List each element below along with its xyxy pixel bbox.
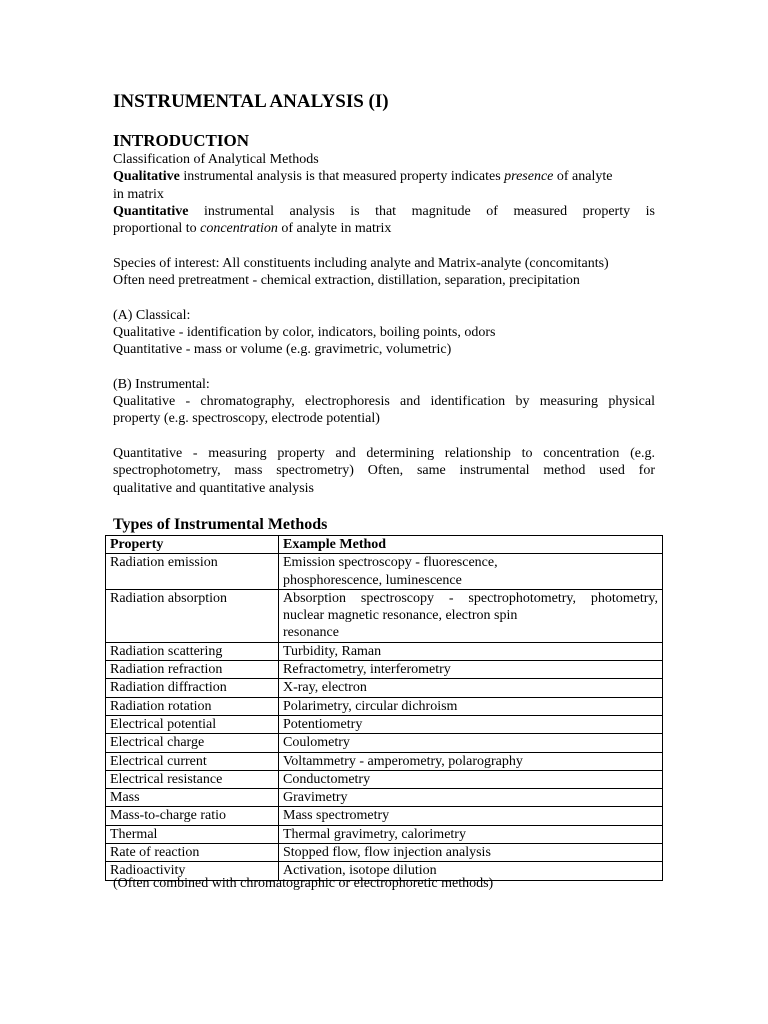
quantitative-definition-cont [113,220,655,237]
document-title: INSTRUMENTAL ANALYSIS (I) [113,91,389,112]
table-row [106,554,663,590]
property-cell: Radiation diffraction [106,679,279,697]
method-cell [279,789,663,807]
method-cell [279,825,663,843]
method-line: nuclear magnetic resonance, electron spin [283,608,518,624]
concentration-emphasis: concentration [200,221,278,237]
presence-emphasis: presence [504,169,554,185]
method-line: Conductometry [283,771,371,787]
method-line: Potentiometry [283,716,363,732]
property-cell: Thermal [106,825,279,843]
property-cell: Radiation refraction [106,661,279,679]
table-row [106,752,663,770]
method-cell [279,642,663,660]
table-row [106,697,663,715]
property-cell: Mass-to-charge ratio [106,807,279,825]
method-line: Thermal gravimetry, calorimetry [283,826,466,842]
property-cell: Radiation rotation [106,697,279,715]
table-row [106,642,663,660]
instrumental-quantitative: Quantitative - measuring property and determining relationship to concentration (e.g. [113,446,655,462]
method-line: Voltammetry - amperometry, polarography [283,753,523,769]
qualitative-text: instrumental analysis is that measured property indicates [179,169,505,185]
table-header-row [106,536,663,554]
property-cell: Electrical current [106,752,279,770]
table-row [106,661,663,679]
property-cell: Mass [106,789,279,807]
property-cell: Electrical potential [106,715,279,733]
quantitative-label: Quantitative [113,203,189,219]
methods-table-body [106,554,663,880]
table-row [106,770,663,788]
instrumental-quantitative-end: qualitative and quantitative analysis [113,480,314,496]
method-cell [279,697,663,715]
property-cell: Electrical resistance [106,770,279,788]
property-cell: Rate of reaction [106,844,279,862]
species-line: Species of interest: All constituents including analyte and Matrix-analyte (concomitants) [113,255,609,271]
pretreatment-line: Often need pretreatment - chemical extraction, distillation, separation, precipitation [113,273,580,289]
method-line: resonance [283,625,339,641]
property-cell: Radiation scattering [106,642,279,660]
classification-line: Classification of Analytical Methods [113,152,319,167]
table-row [106,715,663,733]
table-row [106,844,663,862]
method-line: Activation, isotope dilution [283,863,437,879]
method-cell [279,844,663,862]
introduction-body [113,151,655,497]
quantitative-text-3: of analyte in matrix [277,221,392,237]
method-line: X-ray, electron [283,680,367,696]
method-cell [279,661,663,679]
method-cell [279,679,663,697]
property-cell: Radiation emission [106,554,279,590]
methods-table [105,535,663,881]
method-line: Emission spectroscopy - fluorescence, [283,555,498,571]
classical-quantitative: Quantitative - mass or volume (e.g. gravimetric, volumetric) [113,342,452,358]
instrumental-quantitative-cont: spectrophotometry, mass spectrometry) Often, same instrumental method used for [113,463,655,479]
qualitative-label: Qualitative [113,169,180,185]
method-line: Refractometry, interferometry [283,662,451,678]
method-line: Absorption spectroscopy - spectrophotometry, photometry, [283,590,658,606]
property-cell: Radiation absorption [106,589,279,642]
column-header-method: Example Method [279,536,663,554]
quantitative-text-2: proportional to [113,221,201,237]
table-footnote: (Often combined with chromatographic or electrophoretic methods) [113,876,494,891]
method-line: Turbidity, Raman [283,643,382,659]
classical-heading: (A) Classical: [113,307,191,323]
property-cell: Electrical charge [106,734,279,752]
quantitative-text: instrumental analysis is that magnitude of measured property is [188,203,655,219]
qualitative-definition-cont: in matrix [113,186,164,202]
table-row [106,734,663,752]
column-header-property: Property [106,536,279,554]
method-cell [279,554,663,590]
instrumental-heading: (B) Instrumental: [113,376,210,392]
method-line: phosphorescence, luminescence [283,572,462,588]
table-row [106,679,663,697]
table-row [106,589,663,642]
method-cell [279,715,663,733]
method-cell [279,734,663,752]
method-cell [279,589,663,642]
method-cell [279,807,663,825]
method-line: Coulometry [283,735,350,751]
table-row [106,807,663,825]
method-line: Gravimetry [283,790,348,806]
method-line: Polarimetry, circular dichroism [283,698,458,714]
instrumental-qualitative-cont: property (e.g. spectroscopy, electrode potential) [113,411,380,427]
property-cell: Radioactivity [106,862,279,880]
instrumental-qualitative: Qualitative - chromatography, electrophoresis and identification by measuring physical [113,394,655,410]
method-cell [279,752,663,770]
qualitative-text-end: of analyte [553,169,613,185]
introduction-heading: INTRODUCTION [113,131,250,150]
method-cell [279,770,663,788]
quantitative-definition [113,203,655,220]
classical-qualitative: Qualitative - identification by color, indicators, boiling points, odors [113,324,496,340]
method-line: Stopped flow, flow injection analysis [283,845,491,861]
types-heading: Types of Instrumental Methods [113,516,328,533]
table-row [106,789,663,807]
method-line: Mass spectrometry [283,808,390,824]
table-row [106,825,663,843]
qualitative-definition [113,168,655,185]
